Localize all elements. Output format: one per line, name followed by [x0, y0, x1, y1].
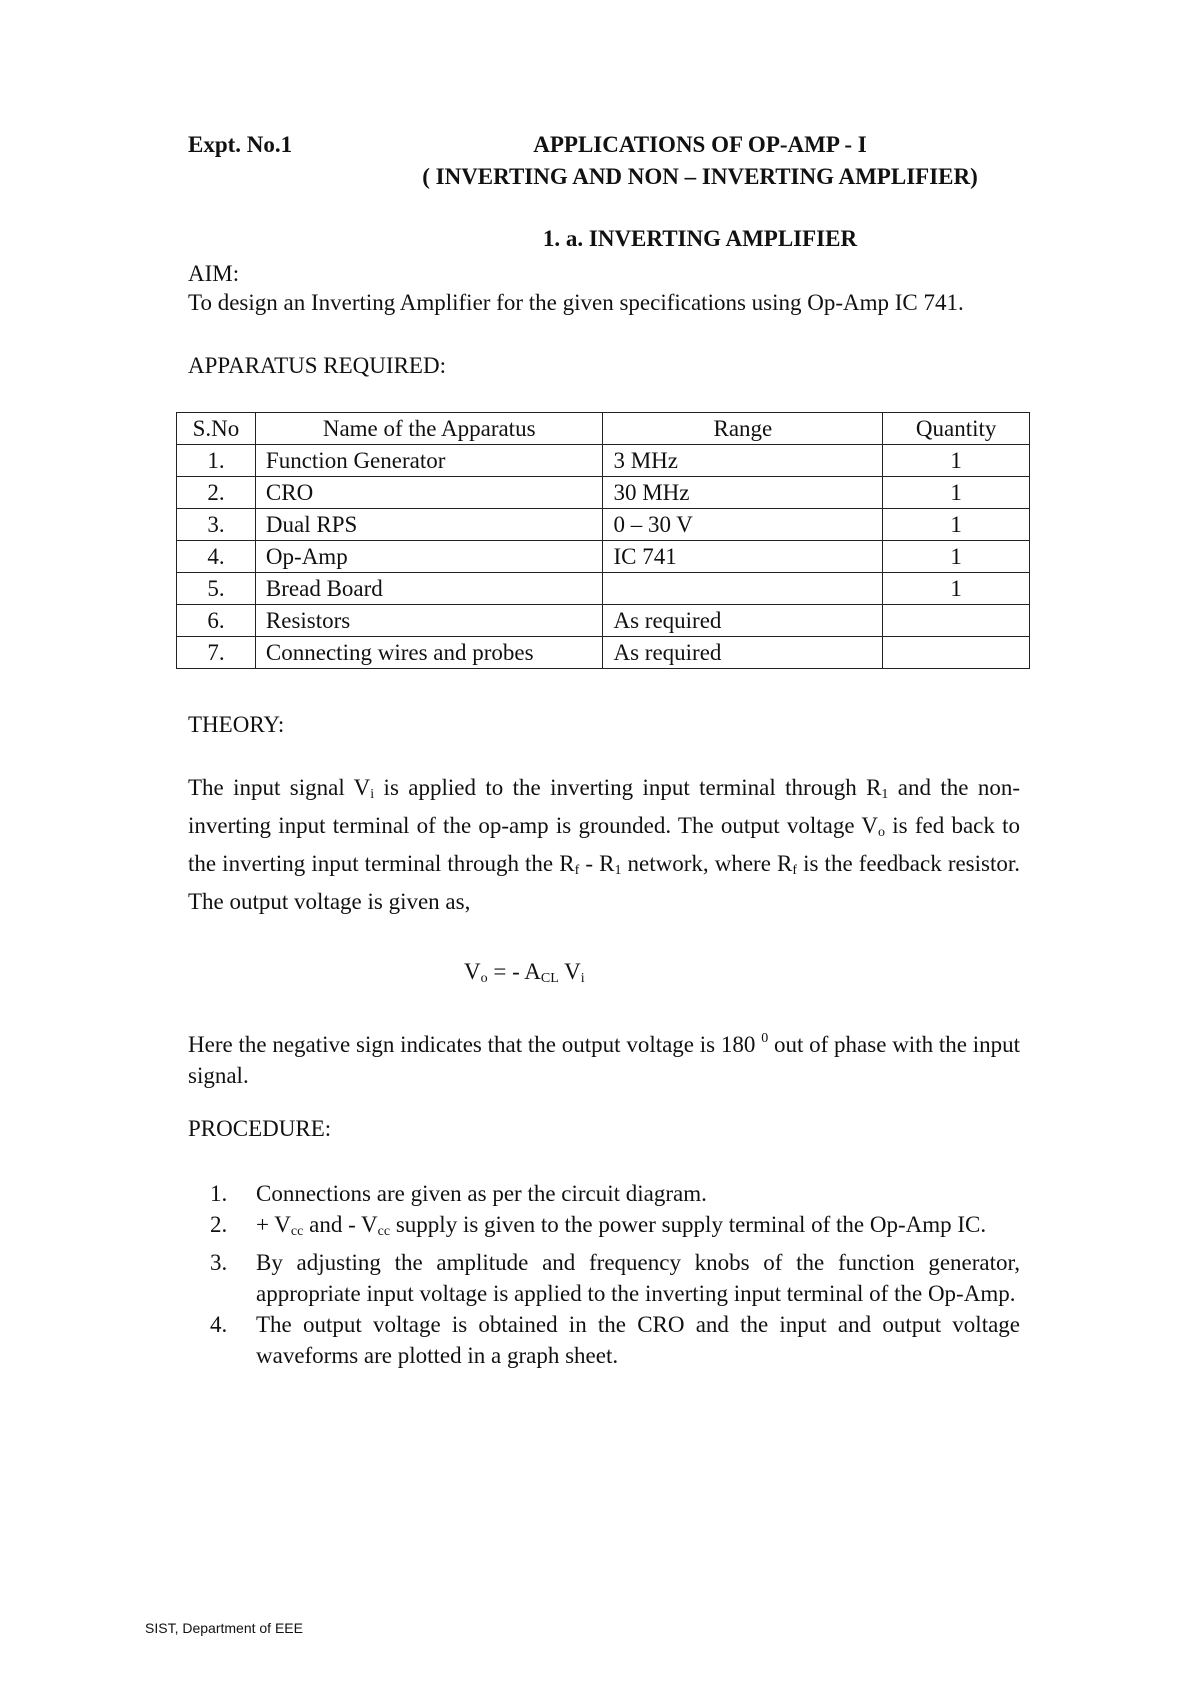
theory-text: network, where R	[621, 851, 793, 876]
cell-quantity	[883, 605, 1030, 637]
equation-part: V	[464, 959, 481, 984]
table-row	[177, 573, 1030, 605]
phase-text: Here the negative sign indicates that the output voltage is 180	[188, 1032, 762, 1057]
subscript: o	[878, 825, 886, 840]
cell-sno: 5.	[177, 573, 256, 605]
subscript: f	[792, 863, 798, 878]
step-number: 4.	[210, 1312, 228, 1337]
cell-sno: 2.	[177, 477, 256, 509]
cell-sno: 1.	[177, 445, 256, 477]
subscript: cc	[290, 1224, 304, 1239]
column-header-range: Range	[603, 413, 883, 445]
phase-paragraph	[188, 1023, 1020, 1091]
step-text: Connections are given as per the circuit diagram.	[256, 1181, 707, 1206]
cell-sno: 6.	[177, 605, 256, 637]
cell-name: Op-Amp	[255, 541, 603, 573]
procedure-list	[210, 1178, 1020, 1371]
cell-range: As required	[603, 637, 883, 669]
subscript: f	[574, 863, 580, 878]
cell-name: Dual RPS	[255, 509, 603, 541]
cell-range: 0 – 30 V	[603, 509, 883, 541]
step-text: + V	[256, 1212, 291, 1237]
theory-heading: THEORY:	[188, 712, 285, 737]
step-text: The output voltage is obtained in the CRO and the input and output voltage waveforms are plotted in a graph sheet.	[256, 1312, 1020, 1368]
cell-name: Connecting wires and probes	[255, 637, 603, 669]
column-header-quantity: Quantity	[883, 413, 1030, 445]
cell-quantity: 1	[883, 509, 1030, 541]
apparatus-table	[176, 412, 1030, 669]
table-row	[177, 477, 1030, 509]
subscript: cc	[377, 1224, 391, 1239]
phase-text: out of phase with the input signal.	[188, 1032, 1021, 1088]
procedure-step	[210, 1247, 1020, 1309]
equation-part: = - A	[487, 959, 541, 984]
subscript: i	[370, 787, 375, 802]
cell-range: IC 741	[603, 541, 883, 573]
subscript: 1	[881, 787, 889, 802]
cell-range	[603, 573, 883, 605]
cell-name: Resistors	[255, 605, 603, 637]
apparatus-heading: APPARATUS REQUIRED:	[188, 353, 446, 378]
cell-range: 30 MHz	[603, 477, 883, 509]
cell-range: 3 MHz	[603, 445, 883, 477]
cell-quantity: 1	[883, 573, 1030, 605]
aim-text: To design an Inverting Amplifier for the given specifications using Op-Amp IC 741.	[188, 290, 964, 315]
step-text: and - V	[303, 1212, 378, 1237]
theory-text: The input signal V	[188, 775, 371, 800]
table-row	[177, 445, 1030, 477]
table-row	[177, 509, 1030, 541]
procedure-step	[210, 1178, 1020, 1209]
cell-sno: 3.	[177, 509, 256, 541]
cell-name: Bread Board	[255, 573, 603, 605]
equation-part: V	[558, 959, 581, 984]
procedure-heading: PROCEDURE:	[188, 1116, 332, 1141]
theory-text: is applied to the inverting input terminal through R	[374, 775, 882, 800]
table-row	[177, 541, 1030, 573]
cell-range: As required	[603, 605, 883, 637]
cell-name: Function Generator	[255, 445, 603, 477]
cell-sno: 4.	[177, 541, 256, 573]
cell-quantity: 1	[883, 541, 1030, 573]
subscript: 1	[614, 863, 622, 878]
step-number: 2.	[210, 1212, 228, 1237]
document-subtitle: ( INVERTING AND NON – INVERTING AMPLIFIER)	[422, 164, 978, 189]
step-text: supply is given to the power supply terminal of the Op-Amp IC.	[390, 1212, 987, 1237]
theory-text: is fed back to the inverting input terminal through the R	[188, 813, 1021, 876]
theory-paragraph	[188, 772, 1020, 917]
page-footer: SIST, Department of EEE	[145, 1620, 303, 1636]
superscript: 0	[761, 1031, 769, 1046]
cell-quantity: 1	[883, 445, 1030, 477]
theory-text: - R	[579, 851, 615, 876]
theory-text: and the non-inverting input terminal of the op-amp is grounded. The output voltage V	[188, 775, 1021, 838]
theory-text: is the feedback resistor. The output voltage is given as,	[188, 851, 1021, 914]
procedure-step	[210, 1309, 1020, 1371]
subscript: CL	[540, 971, 559, 986]
subscript: o	[480, 971, 488, 986]
procedure-step	[210, 1209, 1020, 1247]
step-number: 1.	[210, 1181, 228, 1206]
table-header-row	[177, 413, 1030, 445]
section-title: 1. a. INVERTING AMPLIFIER	[542, 226, 858, 251]
gain-equation	[464, 959, 585, 987]
table-row	[177, 605, 1030, 637]
cell-quantity	[883, 637, 1030, 669]
step-text: By adjusting the amplitude and frequency knobs of the function generator, appropriate input voltage is applied to the inverting input terminal of the Op-Amp.	[256, 1250, 1020, 1306]
cell-sno: 7.	[177, 637, 256, 669]
cell-quantity: 1	[883, 477, 1030, 509]
experiment-number: Expt. No.1	[188, 132, 293, 157]
subscript: i	[580, 971, 585, 986]
column-header-name: Name of the Apparatus	[255, 413, 603, 445]
aim-heading: AIM:	[188, 261, 240, 286]
cell-name: CRO	[255, 477, 603, 509]
column-header-sno: S.No	[177, 413, 256, 445]
document-title: APPLICATIONS OF OP-AMP - I	[533, 132, 867, 157]
step-number: 3.	[210, 1250, 228, 1275]
table-row	[177, 637, 1030, 669]
